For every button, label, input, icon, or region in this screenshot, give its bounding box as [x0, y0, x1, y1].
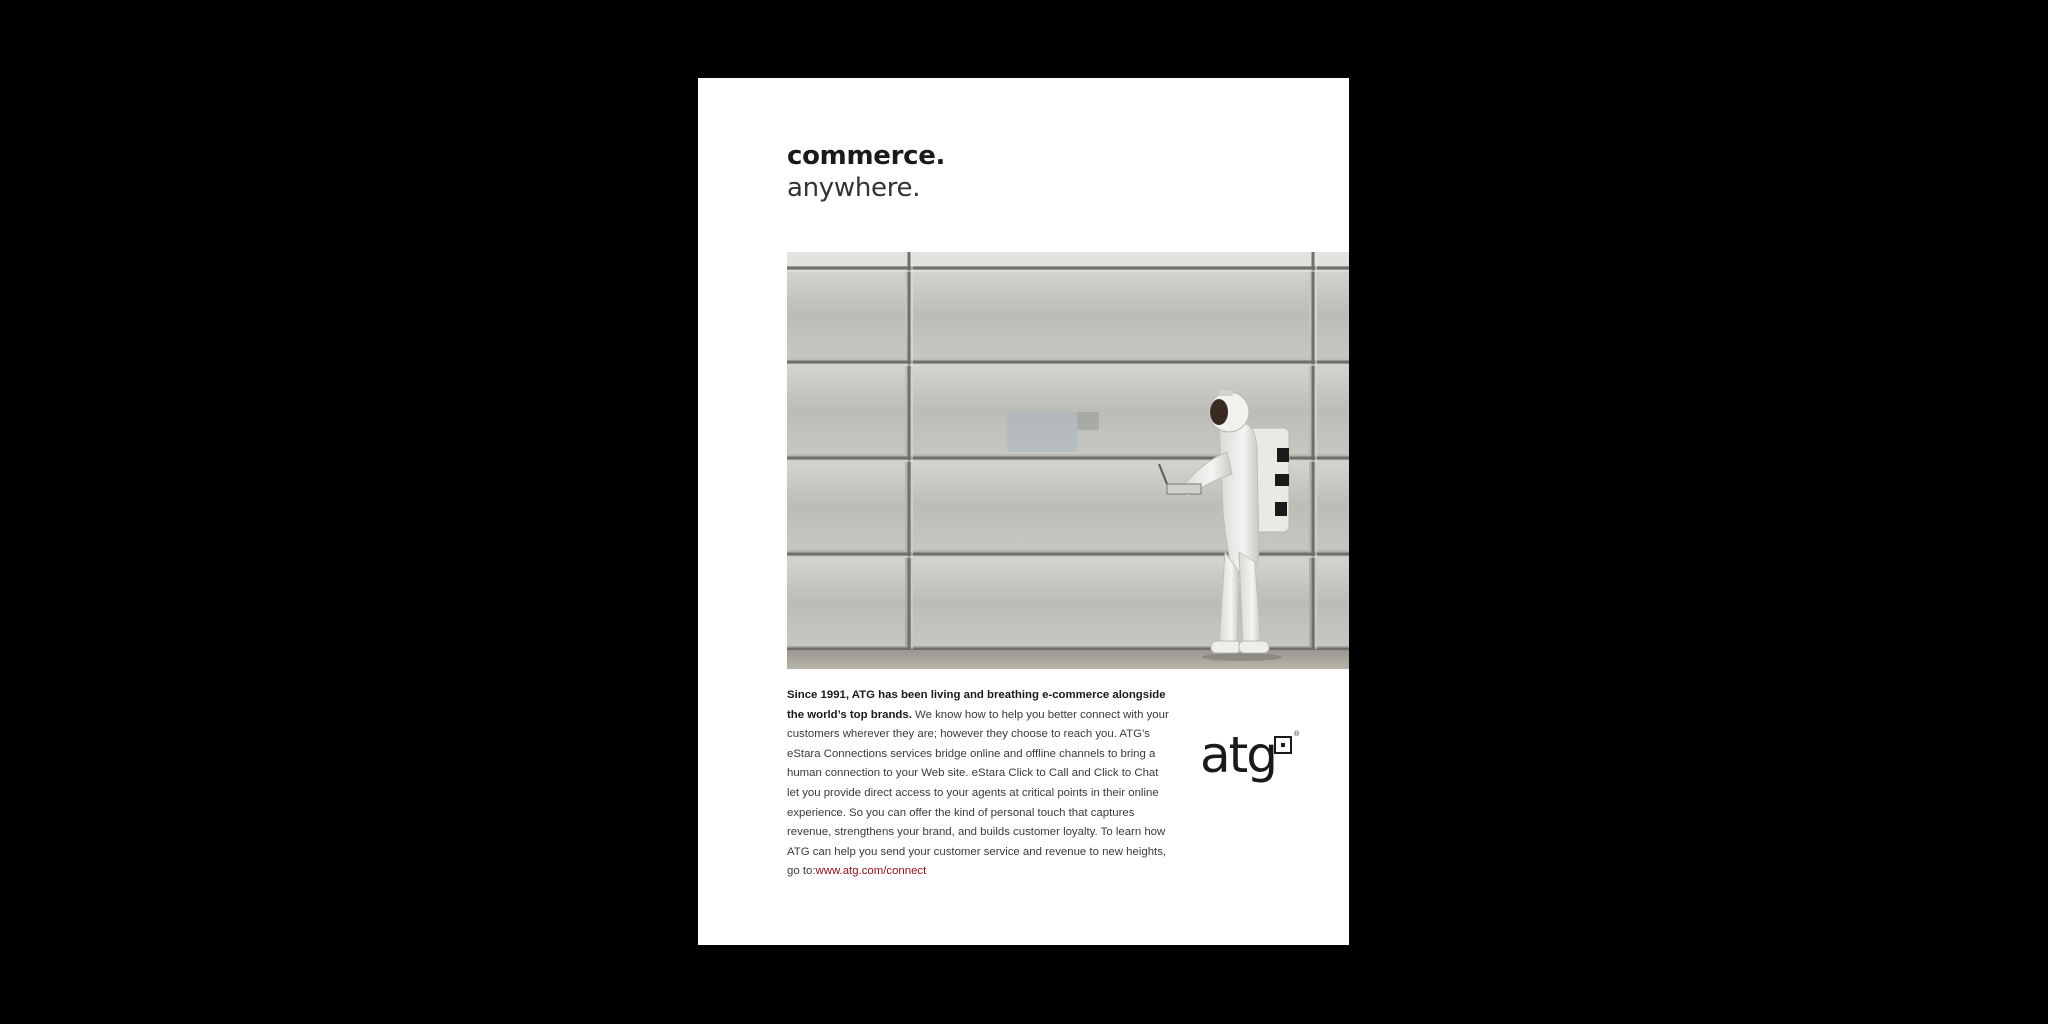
logo-text: atg: [1200, 726, 1276, 784]
body-lead: Since 1991, ATG has been living and breathing e-commerce alongside the world’s top brands.: [787, 689, 1166, 721]
logo-square-icon: [1274, 736, 1292, 754]
connect-link[interactable]: www.atg.com/connect: [815, 865, 927, 878]
hero-photo: [787, 252, 1349, 669]
body-copy: [787, 686, 1172, 882]
registered-mark: ®: [1294, 731, 1300, 738]
ad-page: [698, 78, 1349, 945]
headline-line-1: commerce.: [787, 141, 946, 171]
body-text: We know how to help you better connect with your customers wherever they are; however they choose to reach you. ATG’s eStara Connections services bridge online and offline channels to bring a human connection to your Web site. eStara Click to Call and Click to Chat let you provide direct access to your agents at critical points in their online experience. So you can offer the kind of personal touch that captures revenue, strengthens your brand, and builds customer loyalty. To learn how ATG can help you send your customer service and revenue to new heights, go to:: [787, 708, 1169, 878]
atg-logo: [1200, 728, 1310, 788]
headline-line-2: anywhere.: [787, 173, 921, 203]
headline: [787, 140, 945, 204]
